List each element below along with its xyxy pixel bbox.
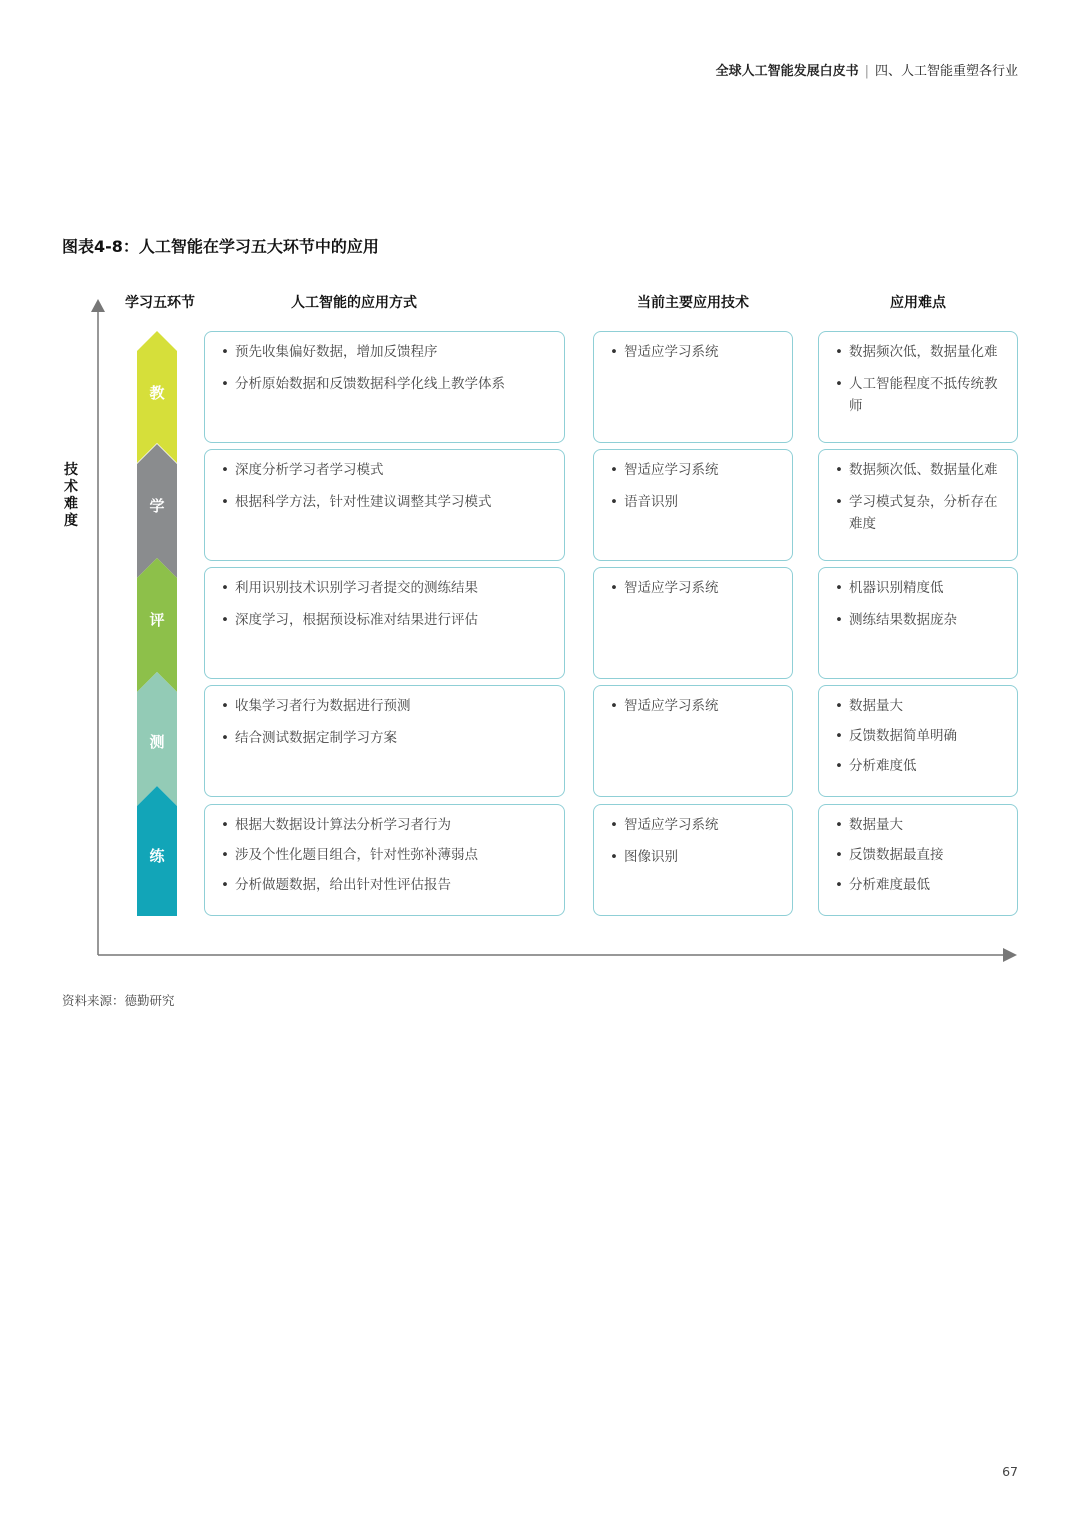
list-item: • 智适应学习系统 xyxy=(608,814,782,836)
section-title: 四、人工智能重塑各行业 xyxy=(874,64,1018,79)
x-axis-arrow xyxy=(1003,948,1017,962)
y-axis-label: 技 术 难 度 xyxy=(64,462,78,529)
difficulty-box xyxy=(818,685,1018,797)
list-item: • 智适应学习系统 xyxy=(608,577,782,599)
stage-label-1: 学 xyxy=(149,497,165,515)
difficulty-box xyxy=(818,331,1018,443)
stage-label-4: 练 xyxy=(149,847,165,865)
list-item: • 分析难度低 xyxy=(833,755,1007,777)
list-item: • 数据量大 xyxy=(833,695,1007,717)
list-item: • 分析难度最低 xyxy=(833,874,1007,896)
bullet-list xyxy=(608,341,782,363)
bullet-list xyxy=(219,695,554,749)
list-item: • 深度学习，根据预设标准对结果进行评估 xyxy=(219,609,554,631)
list-item: • 反馈数据简单明确 xyxy=(833,725,1007,747)
difficulty-box xyxy=(818,449,1018,561)
stage-label-2: 评 xyxy=(149,611,165,629)
bullet-list xyxy=(219,341,554,395)
list-item: • 图像识别 xyxy=(608,846,782,868)
y-axis-arrow xyxy=(91,299,105,312)
bullet-list xyxy=(833,341,1007,417)
list-item: • 涉及个性化题目组合，针对性弥补薄弱点 xyxy=(219,844,554,866)
tech-box xyxy=(593,685,793,797)
difficulty-box xyxy=(818,567,1018,679)
list-item: • 收集学习者行为数据进行预测 xyxy=(219,695,554,717)
bullet-list xyxy=(833,577,1007,631)
list-item: • 智适应学习系统 xyxy=(608,695,782,717)
list-item: • 机器识别精度低 xyxy=(833,577,1007,599)
source-note: 资料来源：德勤研究 xyxy=(62,993,175,1008)
list-item: • 根据科学方法，针对性建议调整其学习模式 xyxy=(219,491,554,513)
list-item: • 深度分析学习者学习模式 xyxy=(219,459,554,481)
method-box xyxy=(204,804,565,916)
bullet-list xyxy=(833,459,1007,535)
bullet-list xyxy=(219,577,554,631)
list-item: • 智适应学习系统 xyxy=(608,459,782,481)
page-number: 67 xyxy=(1002,1464,1018,1479)
bullet-list xyxy=(608,577,782,599)
list-item: • 分析做题数据，给出针对性评估报告 xyxy=(219,874,554,896)
tech-box xyxy=(593,449,793,561)
list-item: • 测练结果数据庞杂 xyxy=(833,609,1007,631)
bullet-list xyxy=(608,814,782,868)
column-header-stage: 学习五环节 xyxy=(125,295,195,311)
bullet-list xyxy=(219,814,554,896)
bullet-list xyxy=(608,459,782,513)
method-box xyxy=(204,331,565,443)
list-item: • 语音识别 xyxy=(608,491,782,513)
column-header-tech: 当前主要应用技术 xyxy=(637,295,749,311)
method-box xyxy=(204,449,565,561)
list-item: • 反馈数据最直接 xyxy=(833,844,1007,866)
stage-label-0: 教 xyxy=(149,384,165,402)
tech-box xyxy=(593,804,793,916)
list-item: • 预先收集偏好数据，增加反馈程序 xyxy=(219,341,554,363)
list-item: • 数据频次低、数据量化难 xyxy=(833,459,1007,481)
list-item: • 人工智能程度不抵传统教师 xyxy=(833,373,1007,417)
list-item: • 分析原始数据和反馈数据科学化线上教学体系 xyxy=(219,373,554,395)
tech-box xyxy=(593,567,793,679)
list-item: • 利用识别技术识别学习者提交的测练结果 xyxy=(219,577,554,599)
method-box xyxy=(204,685,565,797)
bullet-list xyxy=(833,814,1007,896)
bullet-list xyxy=(833,695,1007,777)
report-title: 全球人工智能发展白皮书 xyxy=(715,64,859,79)
figure-title: 图表4-8：人工智能在学习五大环节中的应用 xyxy=(62,237,379,256)
list-item: • 根据大数据设计算法分析学习者行为 xyxy=(219,814,554,836)
list-item: • 数据量大 xyxy=(833,814,1007,836)
list-item: • 智适应学习系统 xyxy=(608,341,782,363)
difficulty-box xyxy=(818,804,1018,916)
tech-box xyxy=(593,331,793,443)
bullet-list xyxy=(608,695,782,717)
list-item: • 结合测试数据定制学习方案 xyxy=(219,727,554,749)
list-item: • 数据频次低，数据量化难 xyxy=(833,341,1007,363)
header-separator: | xyxy=(864,64,869,79)
stage-label-3: 测 xyxy=(149,733,165,751)
list-item: • 学习模式复杂，分析存在难度 xyxy=(833,491,1007,535)
bullet-list xyxy=(219,459,554,513)
column-header-method: 人工智能的应用方式 xyxy=(291,295,417,311)
column-header-difficulty: 应用难点 xyxy=(890,295,946,311)
method-box xyxy=(204,567,565,679)
